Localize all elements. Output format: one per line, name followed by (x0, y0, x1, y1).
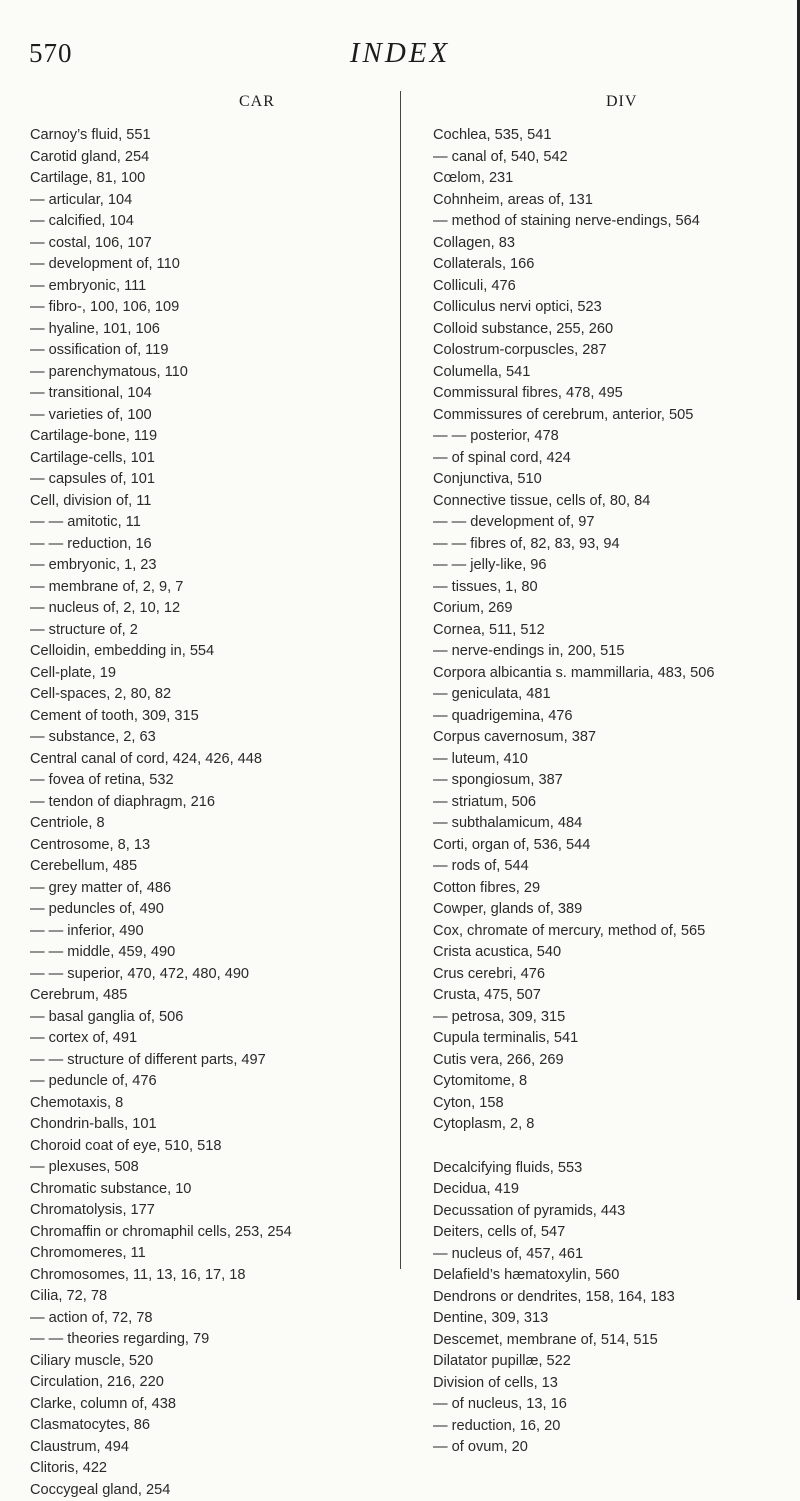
index-entry: — of spinal cord, 424 (433, 448, 791, 470)
index-entry: — peduncles of, 490 (30, 899, 392, 921)
index-entry: Cœlom, 231 (433, 168, 791, 190)
index-entry: Colliculi, 476 (433, 276, 791, 298)
index-entry: Cartilage, 81, 100 (30, 168, 392, 190)
index-entry: Collagen, 83 (433, 233, 791, 255)
index-entry: — basal ganglia of, 506 (30, 1007, 392, 1029)
index-entry: Circulation, 216, 220 (30, 1372, 392, 1394)
index-entry: — grey matter of, 486 (30, 878, 392, 900)
index-entry: Cutis vera, 266, 269 (433, 1050, 791, 1072)
index-entry: Descemet, membrane of, 514, 515 (433, 1330, 791, 1352)
index-entry: — rods of, 544 (433, 856, 791, 878)
index-entry: Connective tissue, cells of, 80, 84 (433, 491, 791, 513)
index-entry: — — posterior, 478 (433, 426, 791, 448)
index-entry: — — development of, 97 (433, 512, 791, 534)
index-entry: Chromosomes, 11, 13, 16, 17, 18 (30, 1265, 392, 1287)
index-entry: — varieties of, 100 (30, 405, 392, 427)
index-entry: Delafield’s hæmatoxylin, 560 (433, 1265, 791, 1287)
index-entry: Clasmatocytes, 86 (30, 1415, 392, 1437)
index-entry: Columella, 541 (433, 362, 791, 384)
index-entry: Dentine, 309, 313 (433, 1308, 791, 1330)
index-entry: Cement of tooth, 309, 315 (30, 706, 392, 728)
index-entry: — capsules of, 101 (30, 469, 392, 491)
index-entry: — of ovum, 20 (433, 1437, 791, 1459)
running-title: INDEX (0, 37, 800, 70)
index-entry: Cyton, 158 (433, 1093, 791, 1115)
index-entry: — articular, 104 (30, 190, 392, 212)
index-entry: Chromaffin or chromaphil cells, 253, 254 (30, 1222, 392, 1244)
index-entry: — of nucleus, 13, 16 (433, 1394, 791, 1416)
index-entry: Cartilage-bone, 119 (30, 426, 392, 448)
index-entry: — parenchymatous, 110 (30, 362, 392, 384)
index-entry: Cochlea, 535, 541 (433, 125, 791, 147)
index-entry: — — inferior, 490 (30, 921, 392, 943)
index-entry: — hyaline, 101, 106 (30, 319, 392, 341)
index-entry: — cortex of, 491 (30, 1028, 392, 1050)
index-entry: Cerebellum, 485 (30, 856, 392, 878)
index-entry: Celloidin, embedding in, 554 (30, 641, 392, 663)
index-entry: Deiters, cells of, 547 (433, 1222, 791, 1244)
index-entry: Cilia, 72, 78 (30, 1286, 392, 1308)
index-entry: — method of staining nerve-endings, 564 (433, 211, 791, 233)
column-divider (400, 91, 401, 1269)
index-entry: Centriole, 8 (30, 813, 392, 835)
index-entry: — quadrigemina, 476 (433, 706, 791, 728)
index-entry: — nerve-endings in, 200, 515 (433, 641, 791, 663)
index-entry: — fibro-, 100, 106, 109 (30, 297, 392, 319)
index-entry: Conjunctiva, 510 (433, 469, 791, 491)
index-entry: Cohnheim, areas of, 131 (433, 190, 791, 212)
index-entry: — nucleus of, 457, 461 (433, 1244, 791, 1266)
index-entry: — — superior, 470, 472, 480, 490 (30, 964, 392, 986)
index-entry: — — theories regarding, 79 (30, 1329, 392, 1351)
page-number: 570 (29, 38, 73, 69)
index-entry: — costal, 106, 107 (30, 233, 392, 255)
index-entry: Ciliary muscle, 520 (30, 1351, 392, 1373)
index-entry: — action of, 72, 78 (30, 1308, 392, 1330)
index-entry: Decidua, 419 (433, 1179, 791, 1201)
index-entry: Central canal of cord, 424, 426, 448 (30, 749, 392, 771)
index-entry: — fovea of retina, 532 (30, 770, 392, 792)
index-entry: Chromatic substance, 10 (30, 1179, 392, 1201)
index-entry: — reduction, 16, 20 (433, 1416, 791, 1438)
index-entry: Centrosome, 8, 13 (30, 835, 392, 857)
index-entry: — subthalamicum, 484 (433, 813, 791, 835)
right-index-column (433, 125, 791, 1459)
index-entry: Decalcifying fluids, 553 (433, 1158, 791, 1180)
index-entry: — striatum, 506 (433, 792, 791, 814)
index-entry: — — reduction, 16 (30, 534, 392, 556)
index-entry: Collaterals, 166 (433, 254, 791, 276)
index-entry: Clarke, column of, 438 (30, 1394, 392, 1416)
index-entry: Cowper, glands of, 389 (433, 899, 791, 921)
index-entry: Commissures of cerebrum, anterior, 505 (433, 405, 791, 427)
index-entry: — — jelly-like, 96 (433, 555, 791, 577)
index-entry: Coccygeal gland, 254 (30, 1480, 392, 1501)
index-entry: — plexuses, 508 (30, 1157, 392, 1179)
index-entry: Clitoris, 422 (30, 1458, 392, 1480)
index-entry: Carnoy’s fluid, 551 (30, 125, 392, 147)
index-entry: Chondrin-balls, 101 (30, 1114, 392, 1136)
index-entry: — spongiosum, 387 (433, 770, 791, 792)
index-entry: — ossification of, 119 (30, 340, 392, 362)
index-entry: Cell, division of, 11 (30, 491, 392, 513)
index-entry: — transitional, 104 (30, 383, 392, 405)
index-entry: — — middle, 459, 490 (30, 942, 392, 964)
index-entry: Corpus cavernosum, 387 (433, 727, 791, 749)
index-entry: — luteum, 410 (433, 749, 791, 771)
index-entry: — — fibres of, 82, 83, 93, 94 (433, 534, 791, 556)
index-entry: — canal of, 540, 542 (433, 147, 791, 169)
index-entry: Corpora albicantia s. mammillaria, 483, 506 (433, 663, 791, 685)
index-entry: — geniculata, 481 (433, 684, 791, 706)
index-entry: Chemotaxis, 8 (30, 1093, 392, 1115)
index-entry: Cupula terminalis, 541 (433, 1028, 791, 1050)
index-entry: Crus cerebri, 476 (433, 964, 791, 986)
index-entry: Colostrum-corpuscles, 287 (433, 340, 791, 362)
index-entry: — embryonic, 111 (30, 276, 392, 298)
index-entry: Cartilage-cells, 101 (30, 448, 392, 470)
index-entry: Commissural fibres, 478, 495 (433, 383, 791, 405)
index-entry: Cotton fibres, 29 (433, 878, 791, 900)
index-entry: Corti, organ of, 536, 544 (433, 835, 791, 857)
index-entry: Colloid substance, 255, 260 (433, 319, 791, 341)
index-entry: — calcified, 104 (30, 211, 392, 233)
index-entry: Division of cells, 13 (433, 1373, 791, 1395)
index-entry: — development of, 110 (30, 254, 392, 276)
index-entry: Claustrum, 494 (30, 1437, 392, 1459)
index-entry: Cytomitome, 8 (433, 1071, 791, 1093)
index-entry: — nucleus of, 2, 10, 12 (30, 598, 392, 620)
left-column-head: CAR (239, 93, 275, 111)
index-entry: Cell-plate, 19 (30, 663, 392, 685)
index-entry: — substance, 2, 63 (30, 727, 392, 749)
index-entry: — peduncle of, 476 (30, 1071, 392, 1093)
index-entry: Carotid gland, 254 (30, 147, 392, 169)
index-entry: Chromomeres, 11 (30, 1243, 392, 1265)
index-entry: Decussation of pyramids, 443 (433, 1201, 791, 1223)
index-entry: Chromatolysis, 177 (30, 1200, 392, 1222)
index-entry: Dendrons or dendrites, 158, 164, 183 (433, 1287, 791, 1309)
index-entry: Cell-spaces, 2, 80, 82 (30, 684, 392, 706)
index-entry: — tendon of diaphragm, 216 (30, 792, 392, 814)
index-entry: Choroid coat of eye, 510, 518 (30, 1136, 392, 1158)
index-entry: — structure of, 2 (30, 620, 392, 642)
index-entry: — tissues, 1, 80 (433, 577, 791, 599)
index-entry: Cerebrum, 485 (30, 985, 392, 1007)
index-entry: — — amitotic, 11 (30, 512, 392, 534)
index-entry: Colliculus nervi optici, 523 (433, 297, 791, 319)
index-entry: — — structure of different parts, 497 (30, 1050, 392, 1072)
index-entry: — petrosa, 309, 315 (433, 1007, 791, 1029)
index-entry: Cytoplasm, 2, 8 (433, 1114, 791, 1136)
index-entry: Dilatator pupillæ, 522 (433, 1351, 791, 1373)
index-entry: — membrane of, 2, 9, 7 (30, 577, 392, 599)
index-entry: Corium, 269 (433, 598, 791, 620)
index-entry: — embryonic, 1, 23 (30, 555, 392, 577)
left-index-column (30, 125, 392, 1501)
index-entry: Crista acustica, 540 (433, 942, 791, 964)
right-column-head: DIV (606, 93, 637, 111)
index-entry: Crusta, 475, 507 (433, 985, 791, 1007)
index-entry: Cornea, 511, 512 (433, 620, 791, 642)
index-entry: Cox, chromate of mercury, method of, 565 (433, 921, 791, 943)
